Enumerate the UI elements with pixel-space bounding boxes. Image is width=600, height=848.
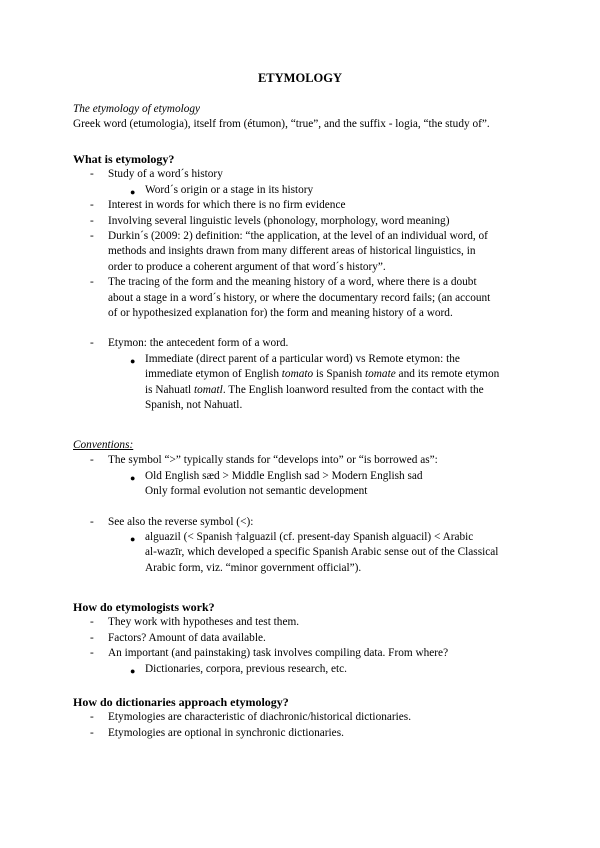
dash-marker: - (90, 276, 94, 289)
conventions-section (73, 438, 543, 576)
text-fragment: immediate etymon of English (145, 368, 282, 381)
list-item-text: Etymologies are characteristic of diachronic/historical dictionaries. (108, 711, 412, 724)
list-item-text: Arabic form, viz. “minor government official”). (145, 561, 362, 574)
list-item (73, 469, 543, 500)
list-item-text: Study of a word´s history (108, 168, 223, 181)
list-item-text: methods and insights drawn from many different areas of historical linguistics, in (108, 245, 476, 258)
list-item-text: of or hypothesized explanation for) the form and meaning history of a word. (108, 307, 453, 320)
list-item-text: Spanish, not Nahuatl. (145, 399, 243, 412)
list-item (73, 726, 543, 741)
what-is-section (73, 152, 543, 414)
list-item (73, 662, 543, 677)
dash-marker: - (90, 616, 94, 629)
list-item-text: al-wazīr, which developed a specific Spanish Arabic sense out of the Classical (145, 546, 499, 559)
list-item-text: Interest in words for which there is no firm evidence (108, 199, 346, 212)
list-item (73, 631, 543, 646)
list-item (73, 530, 543, 576)
dash-marker: - (90, 230, 94, 243)
list-item (73, 336, 543, 351)
bullet-marker: ● (130, 355, 136, 366)
dash-marker: - (90, 711, 94, 724)
list-item (73, 453, 543, 468)
list-item-text: alguazil (< Spanish †alguazil (cf. present-day Spanish alguacil) < Arabic (145, 531, 474, 544)
dash-marker: - (90, 214, 94, 227)
text-fragment: and its remote etymon (395, 368, 500, 381)
dash-marker: - (90, 168, 94, 181)
italic-word: tomato (281, 368, 314, 381)
how-work-heading: How do etymologists work? (73, 600, 215, 614)
italic-word: tomate (364, 368, 396, 381)
list-item-text: Word´s origin or a stage in its history (145, 183, 314, 196)
list-item-text: Factors? Amount of data available. (108, 631, 266, 644)
dash-marker: - (90, 647, 94, 660)
dash-marker: - (90, 337, 94, 350)
dictionaries-heading: How do dictionaries approach etymology? (73, 695, 289, 709)
bullet-marker: ● (130, 472, 136, 483)
dash-marker: - (90, 515, 94, 528)
list-item-text: about a stage in a word´s history, or where the documentary record fails; (an account (108, 291, 491, 304)
dash-marker: - (90, 454, 94, 467)
list-item (73, 352, 543, 414)
what-is-heading: What is etymology? (73, 152, 175, 166)
list-item-text: The symbol “>” typically stands for “develops into” or “is borrowed as”: (108, 454, 438, 467)
list-item (73, 710, 543, 725)
list-item (73, 229, 543, 275)
list-item-text (145, 383, 543, 398)
text-fragment: . The English loanword resulted from the contact with the (222, 383, 484, 396)
dash-marker: - (90, 199, 94, 212)
list-item (73, 646, 543, 661)
list-item-text: Only formal evolution not semantic development (145, 485, 368, 498)
intro-section (73, 102, 543, 133)
list-item (73, 183, 543, 198)
list-item (73, 198, 543, 213)
list-item-text: Involving several linguistic levels (phonology, morphology, word meaning) (108, 214, 450, 227)
text-fragment: is Nahuatl (145, 383, 194, 396)
list-item (73, 167, 543, 182)
list-item (73, 515, 543, 530)
list-item-text: Dictionaries, corpora, previous research, etc. (145, 662, 347, 675)
list-item-text: Old English sæd > Middle English sad > Modern English sad (145, 469, 423, 482)
list-item-text: Etymologies are optional in synchronic dictionaries. (108, 726, 344, 739)
intro-text: Greek word (etumologia), itself from (étumon), “true”, and the suffix - logia, “the study of”. (73, 118, 490, 131)
list-item-text: See also the reverse symbol (<): (108, 515, 254, 528)
bullet-marker: ● (130, 665, 136, 676)
dash-marker: - (90, 631, 94, 644)
list-item-text: Immediate (direct parent of a particular word) vs Remote etymon: the (145, 352, 460, 365)
page-title: ETYMOLOGY (257, 71, 343, 85)
list-item-text: They work with hypotheses and test them. (108, 616, 300, 629)
bullet-marker: ● (130, 186, 136, 197)
list-item-text: An important (and painstaking) task involves compiling data. From where? (108, 647, 449, 660)
list-item (73, 615, 543, 630)
dictionaries-section (73, 695, 543, 741)
bullet-marker: ● (130, 534, 136, 545)
conventions-heading: Conventions: (73, 439, 134, 451)
list-item-text: Etymon: the antecedent form of a word. (108, 337, 289, 350)
list-item (73, 214, 543, 229)
list-item (73, 275, 543, 321)
how-work-section (73, 600, 543, 677)
list-item-text: The tracing of the form and the meaning history of a word, where there is a doubt (108, 276, 477, 289)
list-item-text: order to produce a coherent argument of that word´s history”. (108, 260, 386, 273)
dash-marker: - (90, 726, 94, 739)
text-fragment: is Spanish (313, 368, 365, 381)
list-item-text (145, 367, 543, 382)
intro-subtitle: The etymology of etymology (73, 103, 201, 115)
list-item-text: Durkin´s (2009: 2) definition: “the application, at the level of an individual word, of (108, 230, 488, 243)
italic-word: tomatl (193, 383, 223, 396)
